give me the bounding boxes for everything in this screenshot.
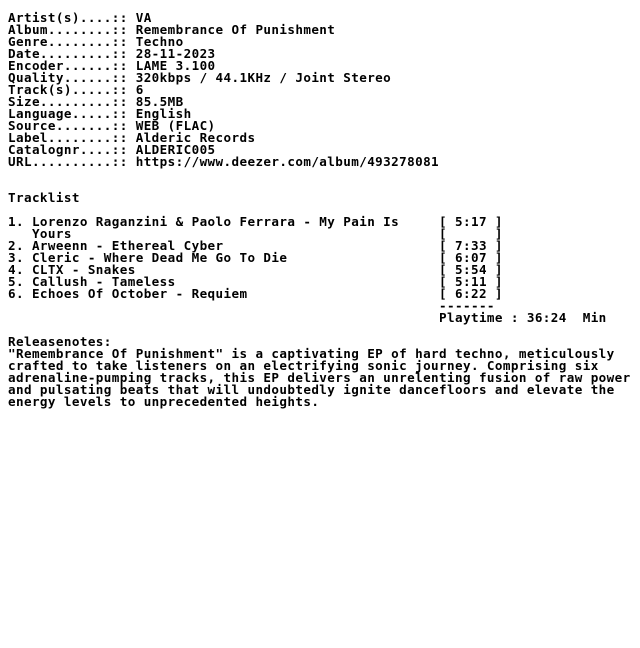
info-line-tracks: Track(s).....:: 6 xyxy=(8,82,144,97)
releasenotes-line-3: adrenaline-pumping tracks, this EP delivers an unrelenting fusion of raw power xyxy=(8,370,631,385)
info-line-catalognr: Catalognr....:: ALDERIC005 xyxy=(8,142,216,157)
info-line-label: Label........:: Alderic Records xyxy=(8,130,256,145)
releasenotes-line-2: crafted to take listeners on an electrifying sonic journey. Comprising six xyxy=(8,358,599,373)
track-line-4: 4. CLTX - Snakes [ 5:54 ] xyxy=(8,262,503,277)
track-line-6: 6. Echoes Of October - Requiem [ 6:22 ] xyxy=(8,286,503,301)
releasenotes-line-4: and pulsating beats that will undoubtedly ignite dancefloors and elevate the xyxy=(8,382,615,397)
releasenotes-line-1: "Remembrance Of Punishment" is a captivating EP of hard techno, meticulously xyxy=(8,346,615,361)
nfo-text-document xyxy=(8,12,631,408)
track-line-5: 5. Callush - Tameless [ 5:11 ] xyxy=(8,274,503,289)
info-line-artist: Artist(s)....:: VA xyxy=(8,10,152,25)
releasenotes-heading: Releasenotes: xyxy=(8,334,112,349)
track-line-3: 3. Cleric - Where Dead Me Go To Die [ 6:07 ] xyxy=(8,250,503,265)
playtime-divider: ------- xyxy=(8,298,495,313)
blank-line xyxy=(8,180,631,192)
blank-line xyxy=(8,168,631,180)
info-line-genre: Genre........:: Techno xyxy=(8,34,184,49)
track-line-2: 2. Arweenn - Ethereal Cyber [ 7:33 ] xyxy=(8,238,503,253)
info-line-source: Source.......:: WEB (FLAC) xyxy=(8,118,216,133)
info-line-album: Album........:: Remembrance Of Punishment xyxy=(8,22,336,37)
info-line-url: URL..........:: https://www.deezer.com/album/493278081 xyxy=(8,154,440,169)
playtime-total: Playtime : 36:24 Min xyxy=(8,310,607,325)
releasenotes-line-5: energy levels to unprecedented heights. xyxy=(8,394,320,409)
track-line-1: 1. Lorenzo Raganzini & Paolo Ferrara - My Pain Is [ 5:17 ] xyxy=(8,214,503,229)
tracklist-heading: Tracklist xyxy=(8,190,80,205)
info-line-date: Date.........:: 28-11-2023 xyxy=(8,46,216,61)
track-line-1-continued: Yours [ ] xyxy=(8,226,503,241)
info-line-size: Size.........:: 85.5MB xyxy=(8,94,184,109)
info-line-encoder: Encoder......:: LAME 3.100 xyxy=(8,58,216,73)
info-line-quality: Quality......:: 320kbps / 44.1KHz / Joint Stereo xyxy=(8,70,392,85)
info-line-language: Language.....:: English xyxy=(8,106,192,121)
